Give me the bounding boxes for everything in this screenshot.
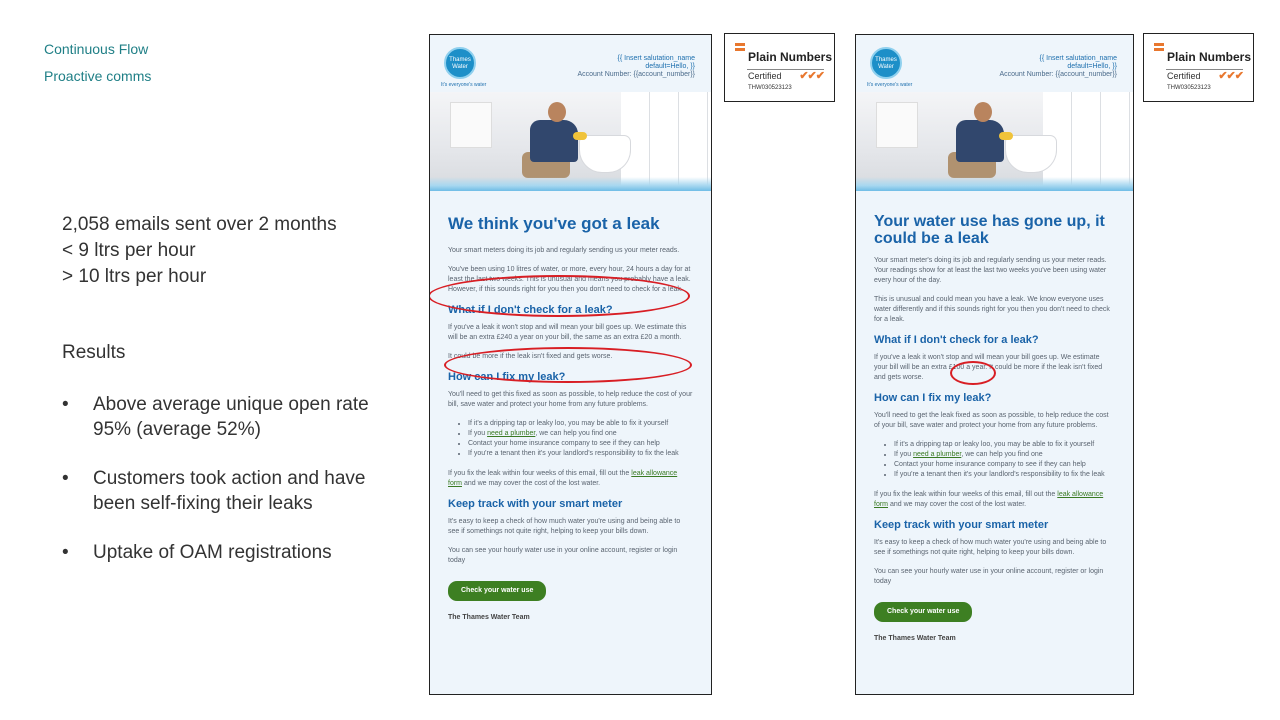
track-paragraph: It's easy to keep a check of how much water you're using and being able to see if somethings not quite right, helping to keep your bills down. [874, 539, 1107, 556]
list-item: • Contact your home insurance company to see if they can help [468, 439, 693, 449]
allowance-paragraph: If you fix the leak within four weeks of this email, fill out the leak allowance form and we may cover the cost of the lost water. [874, 491, 1104, 508]
badge-certified: Certified [748, 71, 782, 81]
stat-emails-sent: 2,058 emails sent over 2 months [62, 214, 337, 235]
fix-paragraph: You'll need to get this fixed as soon as possible, to help reduce the cost of your bill, save water and protect your home from any future problems. [448, 391, 693, 408]
fix-list [448, 419, 693, 459]
worse-paragraph: It could be more if the leak isn't fixed and gets worse. [448, 353, 613, 360]
allowance-paragraph: If you fix the leak within four weeks of this email, fill out the leak allowance form and we may cover the cost of the lost water. [448, 470, 678, 487]
logo-tagline: It's everyone's water [441, 82, 487, 88]
email-heading: Your water use has gone up, it could be a leak [874, 213, 1105, 247]
usage-paragraph: This is unusual and could mean you have a leak. We know everyone uses water differently and if this sounds right for you then you don't need to check for a leak. [874, 296, 1110, 323]
email-header [856, 35, 1133, 92]
plain-numbers-mark-icon [1154, 43, 1164, 51]
estimate-paragraph: If you've a leak it won't stop and will mean your bill goes up. We estimate this will be an extra £240 a year on your bill, the same as an extra £20 a month. [448, 324, 687, 341]
list-item: • If it's a dripping tap or leaky loo, you may be able to fix it yourself [894, 440, 1115, 450]
thames-water-logo: Thames Water [870, 47, 902, 79]
fix-heading: How can I fix my leak? [448, 371, 566, 383]
plumber-link[interactable]: need a plumber [487, 430, 536, 437]
check-heading: What if I don't check for a leak? [874, 334, 1039, 346]
results-heading: Results [62, 342, 126, 363]
list-item: • If you need a plumber, we can help you find one [894, 450, 1115, 460]
person-body [530, 120, 578, 162]
email-preview-b [855, 34, 1134, 695]
bullet-icon: • [62, 394, 69, 415]
fix-list [874, 440, 1115, 480]
bullet-icon: • [62, 468, 69, 489]
shelf [450, 102, 492, 148]
result-item: • Uptake of OAM registrations [62, 542, 332, 563]
glove [573, 132, 587, 140]
plain-numbers-mark-icon [735, 43, 745, 51]
email-header [430, 35, 711, 92]
tag-continuous-flow: Continuous Flow [44, 41, 149, 57]
person-head [974, 102, 992, 122]
badge-code: THW030523123 [1167, 85, 1211, 91]
allowance-form-link[interactable]: leak allowance form [448, 470, 678, 487]
glove [999, 132, 1013, 140]
person-body [956, 120, 1004, 162]
salutation-block: {{ Insert salutation_name default=Hello, }} Account Number: {{account_number}} [577, 55, 695, 78]
check-heading: What if I don't check for a leak? [448, 304, 613, 316]
signature: The Thames Water Team [874, 635, 956, 642]
list-item: • If it's a dripping tap or leaky loo, you may be able to fix it yourself [468, 419, 693, 429]
fix-heading: How can I fix my leak? [874, 392, 992, 404]
email-body [430, 215, 711, 623]
stats-block [62, 212, 337, 290]
check-marks-icon: ✔✔✔ [1218, 70, 1243, 82]
intro-paragraph: Your smart meter's doing its job and regularly sending us your meter reads. Your readings show for at least the last two weeks you've been using water every hour of the day. [874, 257, 1107, 284]
bullet-icon: • [62, 542, 69, 563]
plain-numbers-badge [724, 33, 835, 102]
account-paragraph: You can see your hourly water use in your online account, register or login today [874, 568, 1104, 585]
list-item: • If you're a tenant then it's your landlord's responsibility to fix the leak [468, 449, 693, 459]
check-water-use-button[interactable]: Check your water use [874, 602, 972, 622]
list-item: • If you need a plumber, we can help you find one [468, 429, 693, 439]
badge-title: Plain Numbers [748, 50, 833, 64]
stat-low-threshold: < 9 ltrs per hour [62, 240, 196, 261]
list-item: • Contact your home insurance company to see if they can help [894, 460, 1115, 470]
account-paragraph: You can see your hourly water use in your online account, register or login today [448, 547, 678, 564]
shelf [876, 102, 918, 148]
badge-code: THW030523123 [748, 85, 792, 91]
result-item: • Above average unique open rate 95% (average 52%) [62, 394, 369, 440]
result-item: • Customers took action and have been self-fixing their leaks [62, 468, 366, 514]
thames-water-logo: Thames Water [444, 47, 476, 79]
email-heading: We think you've got a leak [448, 214, 660, 233]
allowance-form-link[interactable]: leak allowance form [874, 491, 1104, 508]
track-heading: Keep track with your smart meter [874, 519, 1049, 531]
usage-paragraph: You've been using 10 litres of water, or more, every hour, 24 hours a day for at least the last two weeks. This is unusual and means you probably have a leak. However, if this sounds right for you then you don't need to check for a leak. [448, 266, 691, 293]
badge-certified: Certified [1167, 71, 1201, 81]
list-item: • If you're a tenant then it's your landlord's responsibility to fix the leak [894, 470, 1115, 480]
track-paragraph: It's easy to keep a check of how much water you're using and being able to see if somethings not quite right, helping to keep your bills down. [448, 518, 681, 535]
signature: The Thames Water Team [448, 614, 530, 621]
track-heading: Keep track with your smart meter [448, 498, 623, 510]
email-preview-a [429, 34, 712, 695]
results-list [62, 392, 402, 589]
plumber-photo [430, 92, 711, 191]
check-marks-icon: ✔✔✔ [799, 70, 824, 82]
badge-title: Plain Numbers [1167, 50, 1252, 64]
intro-paragraph: Your smart meters doing its job and regularly sending us your meter reads. [448, 247, 680, 254]
person-head [548, 102, 566, 122]
wave-divider [856, 177, 1133, 191]
plumber-photo [856, 92, 1133, 191]
plain-numbers-badge [1143, 33, 1254, 102]
estimate-paragraph: If you've a leak it won't stop and will mean your bill goes up. We estimate your bill will be an extra £100 a year. It could be more if the leak isn't fixed and gets worse. [874, 354, 1103, 381]
salutation-block: {{ Insert salutation_name default=Hello, }} Account Number: {{account_number}} [999, 55, 1117, 78]
fix-paragraph: You'll need to get the leak fixed as soon as possible, to help reduce the cost of your bill, save water and protect your home from any future problems. [874, 412, 1109, 429]
logo-tagline: It's everyone's water [867, 82, 913, 88]
tag-proactive-comms: Proactive comms [44, 68, 152, 84]
email-body [856, 213, 1133, 644]
check-water-use-button[interactable]: Check your water use [448, 581, 546, 601]
plumber-link[interactable]: need a plumber [913, 451, 962, 458]
stat-high-threshold: > 10 ltrs per hour [62, 266, 207, 287]
wave-divider [430, 177, 711, 191]
